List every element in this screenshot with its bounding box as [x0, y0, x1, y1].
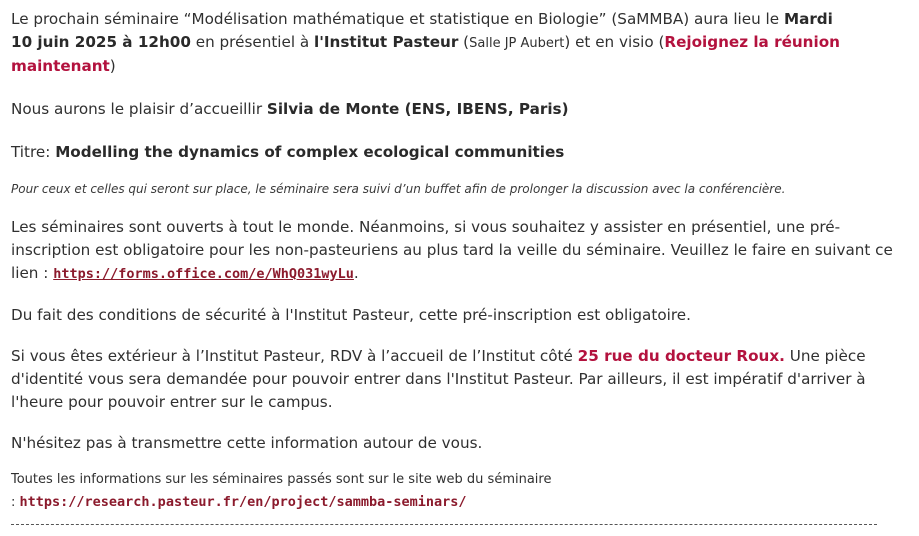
- venue-name: l'Institut Pasteur: [314, 33, 459, 51]
- entrance-address: 25 rue du docteur Roux.: [577, 347, 785, 365]
- seminar-date: Mardi 10 juin 2025 à 12h00: [11, 10, 833, 51]
- past-seminars-paragraph: [11, 469, 906, 514]
- access-text-2: Une pièce d'identité vous sera demandée pour pouvoir entrer dans l'Institut Pasteur. Par ailleurs, il est impératif d'arriver à l'heure pour pouvoir entrer sur le campus.: [11, 347, 866, 411]
- intro-text: Le prochain séminaire “Modélisation mathématique et statistique en Biologie” (SaMMBA) aura lieu le: [11, 10, 784, 28]
- intro-text-3: (: [458, 33, 470, 51]
- intro-text-2: en présentiel à: [190, 33, 315, 51]
- intro-paragraph: [11, 8, 841, 78]
- registration-form-link[interactable]: https://forms.office.com/e/WhQ031wyLu: [53, 266, 354, 282]
- past-seminars-prefix: :: [11, 495, 20, 510]
- access-text: Si vous êtes extérieur à l’Institut Pasteur, RDV à l’accueil de l’Institut côté: [11, 347, 578, 365]
- intro-text-5: ): [109, 57, 116, 75]
- speaker-paragraph: [11, 98, 906, 121]
- share-paragraph: N'hésitez pas à transmettre cette information autour de vous.: [11, 434, 483, 452]
- past-seminars-text: Toutes les informations sur les séminaires passés sont sur le site web du séminaire: [11, 472, 552, 487]
- speaker-intro: Nous aurons le plaisir d’accueillir: [11, 100, 267, 118]
- registration-paragraph: [11, 216, 906, 286]
- talk-title: Modelling the dynamics of complex ecological communities: [55, 143, 565, 161]
- registration-text-end: .: [353, 264, 359, 282]
- room-name: Salle JP Aubert: [469, 36, 565, 51]
- past-seminars-link[interactable]: https://research.pasteur.fr/en/project/sammba-seminars/: [19, 494, 467, 510]
- registration-text: Les séminaires sont ouverts à tout le monde. Néanmoins, si vous souhaitez y assister en présentiel, une pré-inscription est obligatoire pour les non-pasteuriens au plus tard la veille du séminaire. Veuillez le faire en suivant ce lien :: [11, 218, 893, 282]
- intro-text-4: ) et en visio (: [564, 33, 665, 51]
- title-paragraph: [11, 141, 906, 164]
- title-label: Titre:: [11, 143, 56, 161]
- join-meeting-link[interactable]: Rejoignez la réunion maintenant: [11, 33, 840, 75]
- email-body: [11, 8, 906, 514]
- dashed-divider: [11, 524, 877, 525]
- buffet-note: Pour ceux et celles qui seront sur place, le séminaire sera suivi d’un buffet afin de prolonger la discussion avec la conférencière.: [11, 182, 786, 196]
- security-paragraph: Du fait des conditions de sécurité à l'Institut Pasteur, cette pré-inscription est obligatoire.: [11, 306, 691, 324]
- access-paragraph: [11, 345, 906, 414]
- speaker-name: Silvia de Monte (ENS, IBENS, Paris): [266, 100, 569, 118]
